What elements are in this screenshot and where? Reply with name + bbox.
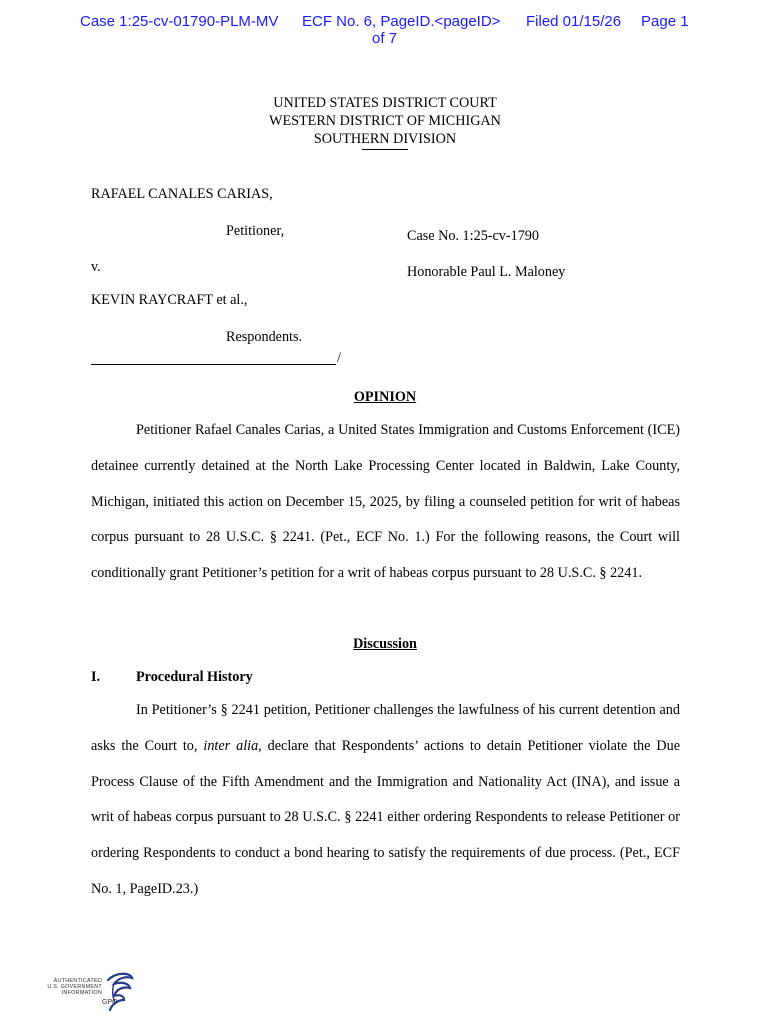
section-number: I.: [91, 669, 101, 685]
petitioner-role: Petitioner,: [226, 223, 285, 239]
ecf-page-total: of 7: [372, 30, 398, 47]
petitioner-name: RAFAEL CANALES CARIAS,: [91, 186, 273, 202]
section-title: Procedural History: [136, 669, 253, 685]
ecf-case-number: Case 1:25-cv-01790-PLM-MV: [80, 13, 279, 30]
gpo-mark-text: GPO: [102, 999, 118, 1006]
caption-rule: [91, 364, 336, 365]
intro-paragraph: [91, 413, 680, 592]
court-divider: [362, 149, 408, 150]
para-italic-term: inter alia: [203, 737, 259, 754]
case-number: Case No. 1:25-cv-1790: [407, 228, 539, 244]
para-text-after: , declare that Respondents’ actions to detain Petitioner violate the Due Process Clause of the Fifth Amendment and the Immigration and Nationality Act (INA), and issue a writ of habeas corpus pursuant to 28 U.S.C. § 2241 either ordering Respondents to release Petitioner or ordering Respondents to conduct a bond hearing to satisfy the requirements of due process. (Pet., ECF No. 1, PageID.23.): [91, 737, 680, 897]
court-line-2: WESTERN DISTRICT OF MICHIGAN: [269, 113, 501, 129]
intro-paragraph-text: Petitioner Rafael Canales Carias, a United States Immigration and Customs Enforcement (ICE) detainee currently detained at the North Lake Processing Center located in Baldwin, Lake County, Michigan, initiated this action on December 15, 2025, by filing a counseled petition for writ of habeas corpus pursuant to 28 U.S.C. § 2241. (Pet., ECF No. 1.) For the following reasons, the Court will conditionally grant Petitioner’s petition for a writ of habeas corpus pursuant to 28 U.S.C. § 2241.: [91, 422, 680, 582]
caption-slash: /: [337, 350, 341, 366]
discussion-heading: Discussion: [353, 636, 417, 652]
court-line-1: UNITED STATES DISTRICT COURT: [273, 95, 497, 111]
gpo-authentication-seal: [42, 970, 132, 1018]
ecf-filed-date: Filed 01/15/26: [526, 13, 622, 30]
ecf-page-number: Page 1: [641, 13, 689, 30]
court-line-3: SOUTHERN DIVISION: [313, 131, 457, 147]
para-text-before: In Petitioner’s § 2241 petition, Petitioner challenges the lawfulness of his current detention and asks the Court to,: [91, 702, 680, 754]
gpo-eagle-icon: [102, 970, 136, 1016]
court-name-block: [0, 94, 770, 148]
ecf-document-number: ECF No. 6, PageID.<pageID>: [302, 13, 501, 30]
versus: v.: [91, 259, 101, 275]
respondent-role: Respondents.: [226, 329, 303, 345]
judge-name: Honorable Paul L. Maloney: [407, 264, 566, 280]
gpo-seal-text: AUTHENTICATED U.S. GOVERNMENT INFORMATION: [47, 978, 102, 997]
respondent-name: KEVIN RAYCRAFT et al.,: [91, 292, 248, 308]
procedural-history-paragraph: [91, 693, 680, 908]
opinion-heading: OPINION: [353, 389, 417, 405]
